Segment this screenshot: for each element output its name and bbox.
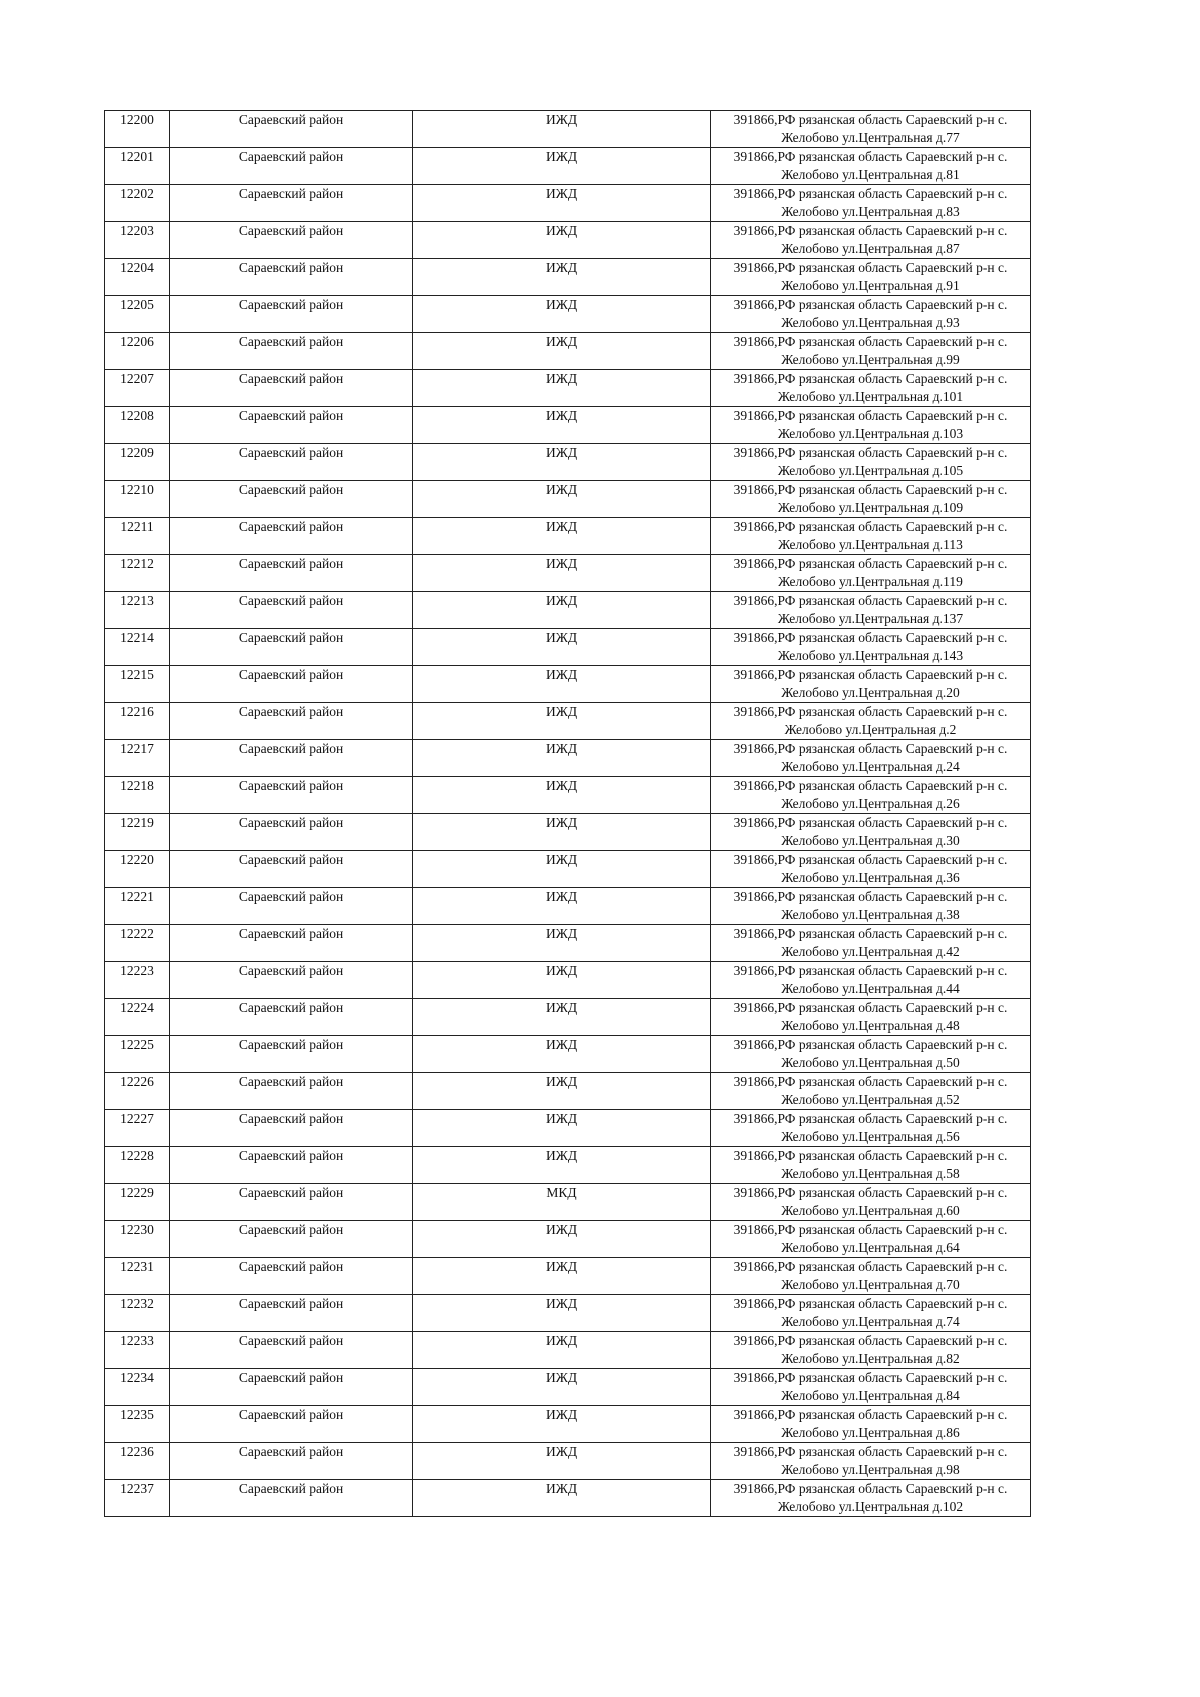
district-cell: Сараевский район bbox=[170, 222, 413, 259]
address-line-2: Желобово ул.Центральная д.105 bbox=[777, 463, 964, 478]
building-type-cell: ИЖД bbox=[413, 370, 711, 407]
building-type-cell: ИЖД bbox=[413, 481, 711, 518]
address-cell bbox=[711, 444, 1031, 481]
address-line-1: 391866,РФ рязанская область Сараевский р-н с. bbox=[733, 1481, 1008, 1496]
address-cell bbox=[711, 518, 1031, 555]
table-row bbox=[105, 370, 1031, 407]
address-cell bbox=[711, 1221, 1031, 1258]
table-row bbox=[105, 1480, 1031, 1517]
address-line-2: Желобово ул.Центральная д.137 bbox=[777, 611, 964, 626]
address-line-2: Желобово ул.Центральная д.48 bbox=[781, 1018, 960, 1033]
address-line-2: Желобово ул.Центральная д.83 bbox=[781, 204, 960, 219]
row-number-cell: 12237 bbox=[105, 1480, 170, 1517]
row-number-cell: 12221 bbox=[105, 888, 170, 925]
building-type-cell: ИЖД bbox=[413, 962, 711, 999]
table-row bbox=[105, 1406, 1031, 1443]
address-line-2: Желобово ул.Центральная д.38 bbox=[781, 907, 960, 922]
address-line-1: 391866,РФ рязанская область Сараевский р-н с. bbox=[733, 371, 1008, 386]
row-number-cell: 12211 bbox=[105, 518, 170, 555]
building-type-cell: ИЖД bbox=[413, 999, 711, 1036]
table-row bbox=[105, 740, 1031, 777]
table-row bbox=[105, 703, 1031, 740]
row-number-cell: 12232 bbox=[105, 1295, 170, 1332]
address-line-2: Желобово ул.Центральная д.44 bbox=[781, 981, 960, 996]
address-cell bbox=[711, 185, 1031, 222]
address-line-2: Желобово ул.Центральная д.143 bbox=[777, 648, 964, 663]
district-cell: Сараевский район bbox=[170, 407, 413, 444]
address-line-1: 391866,РФ рязанская область Сараевский р-н с. bbox=[733, 1148, 1008, 1163]
address-line-1: 391866,РФ рязанская область Сараевский р-н с. bbox=[733, 741, 1008, 756]
table-row bbox=[105, 666, 1031, 703]
address-line-2: Желобово ул.Центральная д.24 bbox=[781, 759, 960, 774]
table-row bbox=[105, 1443, 1031, 1480]
district-cell: Сараевский район bbox=[170, 999, 413, 1036]
address-line-1: 391866,РФ рязанская область Сараевский р-н с. bbox=[733, 704, 1008, 719]
address-line-1: 391866,РФ рязанская область Сараевский р-н с. bbox=[733, 260, 1008, 275]
table-row bbox=[105, 222, 1031, 259]
district-cell: Сараевский район bbox=[170, 1147, 413, 1184]
row-number-cell: 12228 bbox=[105, 1147, 170, 1184]
address-line-2: Желобово ул.Центральная д.2 bbox=[784, 722, 957, 737]
district-cell: Сараевский район bbox=[170, 851, 413, 888]
table-row bbox=[105, 777, 1031, 814]
address-registry-body bbox=[105, 111, 1031, 1517]
table-row bbox=[105, 259, 1031, 296]
building-type-cell: ИЖД bbox=[413, 851, 711, 888]
table-row bbox=[105, 1369, 1031, 1406]
table-row bbox=[105, 444, 1031, 481]
address-cell bbox=[711, 1184, 1031, 1221]
address-line-2: Желобово ул.Центральная д.93 bbox=[781, 315, 960, 330]
table-row bbox=[105, 333, 1031, 370]
district-cell: Сараевский район bbox=[170, 481, 413, 518]
building-type-cell: ИЖД bbox=[413, 1036, 711, 1073]
address-line-2: Желобово ул.Центральная д.60 bbox=[781, 1203, 960, 1218]
address-line-1: 391866,РФ рязанская область Сараевский р-н с. bbox=[733, 1111, 1008, 1126]
address-line-2: Желобово ул.Центральная д.102 bbox=[777, 1499, 964, 1514]
address-cell bbox=[711, 629, 1031, 666]
address-cell bbox=[711, 222, 1031, 259]
address-line-1: 391866,РФ рязанская область Сараевский р-н с. bbox=[733, 667, 1008, 682]
table-row bbox=[105, 1184, 1031, 1221]
address-cell bbox=[711, 740, 1031, 777]
row-number-cell: 12201 bbox=[105, 148, 170, 185]
address-cell bbox=[711, 296, 1031, 333]
row-number-cell: 12230 bbox=[105, 1221, 170, 1258]
address-line-2: Желобово ул.Центральная д.84 bbox=[781, 1388, 960, 1403]
address-line-1: 391866,РФ рязанская область Сараевский р-н с. bbox=[733, 593, 1008, 608]
address-line-1: 391866,РФ рязанская область Сараевский р-н с. bbox=[733, 815, 1008, 830]
address-cell bbox=[711, 1369, 1031, 1406]
address-line-2: Желобово ул.Центральная д.91 bbox=[781, 278, 960, 293]
row-number-cell: 12215 bbox=[105, 666, 170, 703]
table-row bbox=[105, 407, 1031, 444]
address-cell bbox=[711, 407, 1031, 444]
address-line-1: 391866,РФ рязанская область Сараевский р-н с. bbox=[733, 408, 1008, 423]
address-line-2: Желобово ул.Центральная д.77 bbox=[781, 130, 960, 145]
address-line-1: 391866,РФ рязанская область Сараевский р-н с. bbox=[733, 1333, 1008, 1348]
address-line-2: Желобово ул.Центральная д.119 bbox=[778, 574, 963, 589]
address-line-1: 391866,РФ рязанская область Сараевский р-н с. bbox=[733, 1444, 1008, 1459]
building-type-cell: ИЖД bbox=[413, 1073, 711, 1110]
district-cell: Сараевский район bbox=[170, 1480, 413, 1517]
district-cell: Сараевский район bbox=[170, 1184, 413, 1221]
building-type-cell: ИЖД bbox=[413, 444, 711, 481]
building-type-cell: ИЖД bbox=[413, 1332, 711, 1369]
address-cell bbox=[711, 1073, 1031, 1110]
building-type-cell: ИЖД bbox=[413, 555, 711, 592]
address-line-1: 391866,РФ рязанская область Сараевский р-н с. bbox=[733, 963, 1008, 978]
table-row bbox=[105, 1036, 1031, 1073]
district-cell: Сараевский район bbox=[170, 666, 413, 703]
district-cell: Сараевский район bbox=[170, 333, 413, 370]
address-line-2: Желобово ул.Центральная д.86 bbox=[781, 1425, 960, 1440]
row-number-cell: 12225 bbox=[105, 1036, 170, 1073]
building-type-cell: ИЖД bbox=[413, 259, 711, 296]
address-cell bbox=[711, 888, 1031, 925]
address-line-2: Желобово ул.Центральная д.74 bbox=[781, 1314, 960, 1329]
district-cell: Сараевский район bbox=[170, 1221, 413, 1258]
row-number-cell: 12226 bbox=[105, 1073, 170, 1110]
building-type-cell: ИЖД bbox=[413, 222, 711, 259]
address-line-1: 391866,РФ рязанская область Сараевский р-н с. bbox=[733, 519, 1008, 534]
district-cell: Сараевский район bbox=[170, 629, 413, 666]
building-type-cell: ИЖД bbox=[413, 1406, 711, 1443]
building-type-cell: МКД bbox=[413, 1184, 711, 1221]
address-line-2: Желобово ул.Центральная д.103 bbox=[777, 426, 964, 441]
district-cell: Сараевский район bbox=[170, 1073, 413, 1110]
row-number-cell: 12209 bbox=[105, 444, 170, 481]
address-cell bbox=[711, 333, 1031, 370]
district-cell: Сараевский район bbox=[170, 1443, 413, 1480]
address-line-1: 391866,РФ рязанская область Сараевский р-н с. bbox=[733, 926, 1008, 941]
row-number-cell: 12220 bbox=[105, 851, 170, 888]
row-number-cell: 12210 bbox=[105, 481, 170, 518]
address-cell bbox=[711, 481, 1031, 518]
table-row bbox=[105, 555, 1031, 592]
district-cell: Сараевский район bbox=[170, 148, 413, 185]
address-cell bbox=[711, 925, 1031, 962]
table-row bbox=[105, 814, 1031, 851]
row-number-cell: 12213 bbox=[105, 592, 170, 629]
table-row bbox=[105, 1147, 1031, 1184]
address-cell bbox=[711, 703, 1031, 740]
table-row bbox=[105, 1110, 1031, 1147]
address-line-2: Желобово ул.Центральная д.64 bbox=[781, 1240, 960, 1255]
district-cell: Сараевский район bbox=[170, 1110, 413, 1147]
district-cell: Сараевский район bbox=[170, 703, 413, 740]
address-line-2: Желобово ул.Центральная д.101 bbox=[777, 389, 964, 404]
address-cell bbox=[711, 666, 1031, 703]
district-cell: Сараевский район bbox=[170, 1036, 413, 1073]
address-line-2: Желобово ул.Центральная д.98 bbox=[781, 1462, 960, 1477]
address-line-1: 391866,РФ рязанская область Сараевский р-н с. bbox=[733, 1407, 1008, 1422]
row-number-cell: 12233 bbox=[105, 1332, 170, 1369]
address-line-2: Желобово ул.Центральная д.30 bbox=[781, 833, 960, 848]
address-cell bbox=[711, 851, 1031, 888]
row-number-cell: 12203 bbox=[105, 222, 170, 259]
address-line-1: 391866,РФ рязанская область Сараевский р-н с. bbox=[733, 1037, 1008, 1052]
row-number-cell: 12227 bbox=[105, 1110, 170, 1147]
row-number-cell: 12235 bbox=[105, 1406, 170, 1443]
building-type-cell: ИЖД bbox=[413, 185, 711, 222]
district-cell: Сараевский район bbox=[170, 1332, 413, 1369]
row-number-cell: 12214 bbox=[105, 629, 170, 666]
building-type-cell: ИЖД bbox=[413, 111, 711, 148]
address-cell bbox=[711, 1110, 1031, 1147]
address-line-1: 391866,РФ рязанская область Сараевский р-н с. bbox=[733, 445, 1008, 460]
district-cell: Сараевский район bbox=[170, 1406, 413, 1443]
address-cell bbox=[711, 999, 1031, 1036]
building-type-cell: ИЖД bbox=[413, 666, 711, 703]
address-line-1: 391866,РФ рязанская область Сараевский р-н с. bbox=[733, 223, 1008, 238]
table-row bbox=[105, 1258, 1031, 1295]
table-row bbox=[105, 592, 1031, 629]
address-line-2: Желобово ул.Центральная д.20 bbox=[781, 685, 960, 700]
address-line-1: 391866,РФ рязанская область Сараевский р-н с. bbox=[733, 1185, 1008, 1200]
district-cell: Сараевский район bbox=[170, 555, 413, 592]
address-cell bbox=[711, 1036, 1031, 1073]
address-line-1: 391866,РФ рязанская область Сараевский р-н с. bbox=[733, 482, 1008, 497]
row-number-cell: 12224 bbox=[105, 999, 170, 1036]
table-row bbox=[105, 962, 1031, 999]
building-type-cell: ИЖД bbox=[413, 592, 711, 629]
row-number-cell: 12231 bbox=[105, 1258, 170, 1295]
address-line-2: Желобово ул.Центральная д.58 bbox=[781, 1166, 960, 1181]
table-row bbox=[105, 888, 1031, 925]
address-line-2: Желобово ул.Центральная д.87 bbox=[781, 241, 960, 256]
building-type-cell: ИЖД bbox=[413, 814, 711, 851]
address-line-1: 391866,РФ рязанская область Сараевский р-н с. bbox=[733, 852, 1008, 867]
table-row bbox=[105, 185, 1031, 222]
building-type-cell: ИЖД bbox=[413, 1480, 711, 1517]
row-number-cell: 12204 bbox=[105, 259, 170, 296]
row-number-cell: 12206 bbox=[105, 333, 170, 370]
address-cell bbox=[711, 555, 1031, 592]
address-cell bbox=[711, 148, 1031, 185]
row-number-cell: 12208 bbox=[105, 407, 170, 444]
address-line-1: 391866,РФ рязанская область Сараевский р-н с. bbox=[733, 630, 1008, 645]
building-type-cell: ИЖД bbox=[413, 518, 711, 555]
district-cell: Сараевский район bbox=[170, 925, 413, 962]
address-line-1: 391866,РФ рязанская область Сараевский р-н с. bbox=[733, 297, 1008, 312]
district-cell: Сараевский район bbox=[170, 962, 413, 999]
address-line-2: Желобово ул.Центральная д.109 bbox=[777, 500, 964, 515]
district-cell: Сараевский район bbox=[170, 777, 413, 814]
table-row bbox=[105, 1221, 1031, 1258]
address-line-2: Желобово ул.Центральная д.70 bbox=[781, 1277, 960, 1292]
table-row bbox=[105, 148, 1031, 185]
district-cell: Сараевский район bbox=[170, 370, 413, 407]
table-row bbox=[105, 1295, 1031, 1332]
row-number-cell: 12218 bbox=[105, 777, 170, 814]
district-cell: Сараевский район bbox=[170, 185, 413, 222]
district-cell: Сараевский район bbox=[170, 888, 413, 925]
building-type-cell: ИЖД bbox=[413, 1258, 711, 1295]
building-type-cell: ИЖД bbox=[413, 629, 711, 666]
address-line-1: 391866,РФ рязанская область Сараевский р-н с. bbox=[733, 1074, 1008, 1089]
address-cell bbox=[711, 1480, 1031, 1517]
row-number-cell: 12202 bbox=[105, 185, 170, 222]
address-line-1: 391866,РФ рязанская область Сараевский р-н с. bbox=[733, 1370, 1008, 1385]
address-line-2: Желобово ул.Центральная д.82 bbox=[781, 1351, 960, 1366]
building-type-cell: ИЖД bbox=[413, 1443, 711, 1480]
address-line-2: Желобово ул.Центральная д.42 bbox=[781, 944, 960, 959]
address-line-1: 391866,РФ рязанская область Сараевский р-н с. bbox=[733, 186, 1008, 201]
row-number-cell: 12212 bbox=[105, 555, 170, 592]
building-type-cell: ИЖД bbox=[413, 1369, 711, 1406]
address-line-2: Желобово ул.Центральная д.113 bbox=[778, 537, 963, 552]
address-line-1: 391866,РФ рязанская область Сараевский р-н с. bbox=[733, 1000, 1008, 1015]
district-cell: Сараевский район bbox=[170, 1258, 413, 1295]
row-number-cell: 12229 bbox=[105, 1184, 170, 1221]
building-type-cell: ИЖД bbox=[413, 1221, 711, 1258]
address-line-2: Желобово ул.Центральная д.50 bbox=[781, 1055, 960, 1070]
row-number-cell: 12234 bbox=[105, 1369, 170, 1406]
row-number-cell: 12222 bbox=[105, 925, 170, 962]
table-row bbox=[105, 1073, 1031, 1110]
district-cell: Сараевский район bbox=[170, 259, 413, 296]
row-number-cell: 12223 bbox=[105, 962, 170, 999]
district-cell: Сараевский район bbox=[170, 814, 413, 851]
address-line-2: Желобово ул.Центральная д.81 bbox=[781, 167, 960, 182]
address-line-1: 391866,РФ рязанская область Сараевский р-н с. bbox=[733, 556, 1008, 571]
row-number-cell: 12236 bbox=[105, 1443, 170, 1480]
building-type-cell: ИЖД bbox=[413, 1295, 711, 1332]
district-cell: Сараевский район bbox=[170, 444, 413, 481]
address-line-1: 391866,РФ рязанская область Сараевский р-н с. bbox=[733, 1296, 1008, 1311]
address-line-1: 391866,РФ рязанская область Сараевский р-н с. bbox=[733, 334, 1008, 349]
building-type-cell: ИЖД bbox=[413, 1147, 711, 1184]
address-cell bbox=[711, 259, 1031, 296]
address-cell bbox=[711, 1443, 1031, 1480]
building-type-cell: ИЖД bbox=[413, 888, 711, 925]
district-cell: Сараевский район bbox=[170, 518, 413, 555]
table-row bbox=[105, 1332, 1031, 1369]
row-number-cell: 12216 bbox=[105, 703, 170, 740]
table-row bbox=[105, 851, 1031, 888]
table-row bbox=[105, 518, 1031, 555]
district-cell: Сараевский район bbox=[170, 1295, 413, 1332]
address-line-1: 391866,РФ рязанская область Сараевский р-н с. bbox=[733, 1222, 1008, 1237]
district-cell: Сараевский район bbox=[170, 1369, 413, 1406]
table-row bbox=[105, 111, 1031, 148]
table-row bbox=[105, 296, 1031, 333]
address-line-1: 391866,РФ рязанская область Сараевский р-н с. bbox=[733, 149, 1008, 164]
table-row bbox=[105, 925, 1031, 962]
address-cell bbox=[711, 1295, 1031, 1332]
address-cell bbox=[711, 1406, 1031, 1443]
row-number-cell: 12200 bbox=[105, 111, 170, 148]
address-cell bbox=[711, 592, 1031, 629]
address-line-2: Желобово ул.Центральная д.56 bbox=[781, 1129, 960, 1144]
address-line-1: 391866,РФ рязанская область Сараевский р-н с. bbox=[733, 112, 1008, 127]
district-cell: Сараевский район bbox=[170, 111, 413, 148]
address-registry-table bbox=[104, 110, 1031, 1517]
row-number-cell: 12217 bbox=[105, 740, 170, 777]
address-cell bbox=[711, 814, 1031, 851]
address-cell bbox=[711, 370, 1031, 407]
building-type-cell: ИЖД bbox=[413, 407, 711, 444]
address-cell bbox=[711, 962, 1031, 999]
address-line-1: 391866,РФ рязанская область Сараевский р-н с. bbox=[733, 1259, 1008, 1274]
table-row bbox=[105, 481, 1031, 518]
building-type-cell: ИЖД bbox=[413, 740, 711, 777]
address-cell bbox=[711, 1332, 1031, 1369]
address-line-2: Желобово ул.Центральная д.99 bbox=[781, 352, 960, 367]
building-type-cell: ИЖД bbox=[413, 777, 711, 814]
building-type-cell: ИЖД bbox=[413, 703, 711, 740]
building-type-cell: ИЖД bbox=[413, 148, 711, 185]
address-line-2: Желобово ул.Центральная д.52 bbox=[781, 1092, 960, 1107]
table-row bbox=[105, 999, 1031, 1036]
address-line-1: 391866,РФ рязанская область Сараевский р-н с. bbox=[733, 778, 1008, 793]
address-line-2: Желобово ул.Центральная д.26 bbox=[781, 796, 960, 811]
address-cell bbox=[711, 777, 1031, 814]
table-row bbox=[105, 629, 1031, 666]
address-cell bbox=[711, 1258, 1031, 1295]
row-number-cell: 12207 bbox=[105, 370, 170, 407]
building-type-cell: ИЖД bbox=[413, 333, 711, 370]
row-number-cell: 12205 bbox=[105, 296, 170, 333]
address-cell bbox=[711, 111, 1031, 148]
building-type-cell: ИЖД bbox=[413, 1110, 711, 1147]
address-line-1: 391866,РФ рязанская область Сараевский р-н с. bbox=[733, 889, 1008, 904]
district-cell: Сараевский район bbox=[170, 296, 413, 333]
building-type-cell: ИЖД bbox=[413, 296, 711, 333]
address-cell bbox=[711, 1147, 1031, 1184]
address-line-2: Желобово ул.Центральная д.36 bbox=[781, 870, 960, 885]
district-cell: Сараевский район bbox=[170, 592, 413, 629]
district-cell: Сараевский район bbox=[170, 740, 413, 777]
building-type-cell: ИЖД bbox=[413, 925, 711, 962]
row-number-cell: 12219 bbox=[105, 814, 170, 851]
